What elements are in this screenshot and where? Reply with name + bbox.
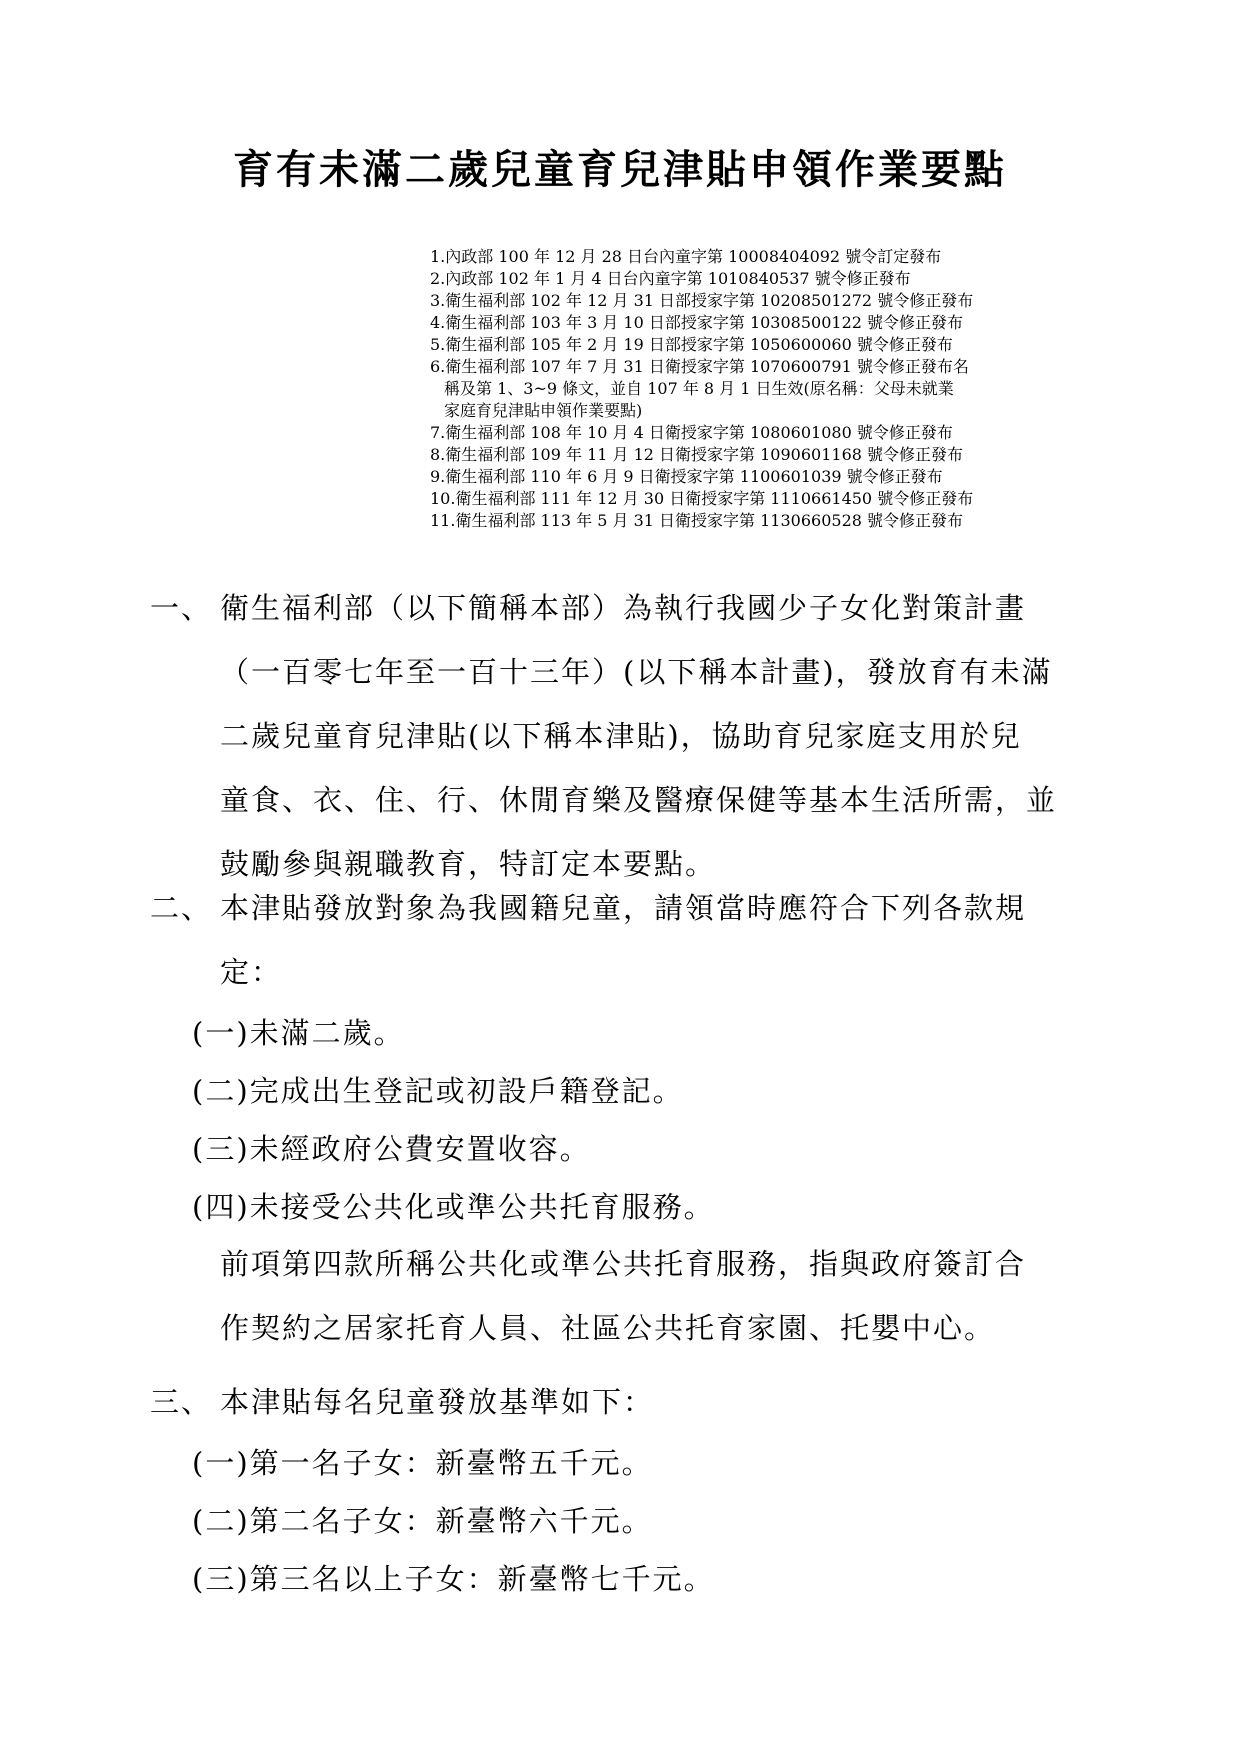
history-line: 家庭育兒津貼申領作業要點) — [444, 401, 643, 420]
amendment-history — [430, 246, 1080, 532]
section-one-line: 鼓勵參與親職教育，特訂定本要點。 — [220, 847, 717, 881]
history-line: 10.衛生福利部 111 年 12 月 30 日衛授家字第 1110661450 號令修正發布 — [430, 489, 974, 508]
section-one-line: （一百零七年至一百十三年）(以下稱本計畫)，發放育有未滿 — [220, 655, 1053, 689]
section-three — [150, 1370, 1100, 1608]
history-line: 8.衛生福利部 109 年 11 月 12 日衛授家字第 1090601168 號令修正發布 — [430, 445, 964, 464]
section-one-line: 一、 衛生福利部（以下簡稱本部）為執行我國少子女化對策計畫 — [150, 576, 1100, 640]
history-line: 3.衛生福利部 102 年 12 月 31 日部授家字第 10208501272 號令修正發布 — [430, 291, 974, 310]
section-two-note — [150, 1232, 1100, 1360]
note-line: 作契約之居家托育人員、社區公共托育家園、托嬰中心。 — [220, 1311, 996, 1345]
document-title: 育有未滿二歲兒童育兒津貼申領作業要點 — [233, 147, 1007, 193]
history-line: 7.衛生福利部 108 年 10 月 4 日衛授家字第 1080601080 號令修正發布 — [430, 423, 953, 442]
list-item: (一)未滿二歲。 — [192, 1016, 405, 1050]
history-line: 稱及第 1、3~9 條文，並自 107 年 8 月 1 日生效(原名稱：父母未就業 — [444, 379, 954, 398]
history-line: 4.衛生福利部 103 年 3 月 10 日部授家字第 10308500122 號令修正發布 — [430, 313, 964, 332]
history-line: 1.內政部 100 年 12 月 28 日台內童字第 10008404092 號令訂定發布 — [430, 247, 942, 266]
section-two — [150, 876, 1100, 1236]
note-line: 前項第四款所稱公共化或準公共托育服務，指與政府簽訂合 — [220, 1247, 1027, 1281]
section-one-line: 童食、衣、住、行、休閒育樂及醫療保健等基本生活所需，並 — [220, 783, 1058, 817]
list-item: (三)未經政府公費安置收容。 — [192, 1132, 591, 1166]
list-item: (三)第三名以上子女：新臺幣七千元。 — [192, 1562, 715, 1596]
list-item: (四)未接受公共化或準公共托育服務。 — [192, 1190, 715, 1224]
history-line: 5.衛生福利部 105 年 2 月 19 日部授家字第 1050600060 號令修正發布 — [430, 335, 953, 354]
section-number: 二、 — [150, 891, 213, 925]
list-item: (二)第二名子女：新臺幣六千元。 — [192, 1504, 653, 1538]
list-item: (二)完成出生登記或初設戶籍登記。 — [192, 1074, 684, 1108]
history-line: 2.內政部 102 年 1 月 4 日台內童字第 1010840537 號令修正發布 — [430, 269, 911, 288]
section-two-line: 定： — [220, 955, 283, 989]
section-one — [150, 576, 1100, 896]
history-line: 6.衛生福利部 107 年 7 月 31 日衛授家字第 1070600791 號令修正發布名 — [430, 357, 969, 376]
section-three-line: 三、 本津貼每名兒童發放基準如下： — [150, 1370, 1100, 1434]
section-two-line: 二、 本津貼發放對象為我國籍兒童，請領當時應符合下列各款規 — [150, 876, 1100, 940]
history-line: 9.衛生福利部 110 年 6 月 9 日衛授家字第 1100601039 號令修正發布 — [430, 467, 943, 486]
history-line: 11.衛生福利部 113 年 5 月 31 日衛授家字第 1130660528 號令修正發布 — [430, 511, 964, 530]
section-number: 一、 — [150, 591, 213, 625]
section-one-line: 二歲兒童育兒津貼(以下稱本津貼)，協助育兒家庭支用於兒 — [220, 719, 1022, 753]
section-number: 三、 — [150, 1385, 213, 1419]
list-item: (一)第一名子女：新臺幣五千元。 — [192, 1446, 653, 1480]
